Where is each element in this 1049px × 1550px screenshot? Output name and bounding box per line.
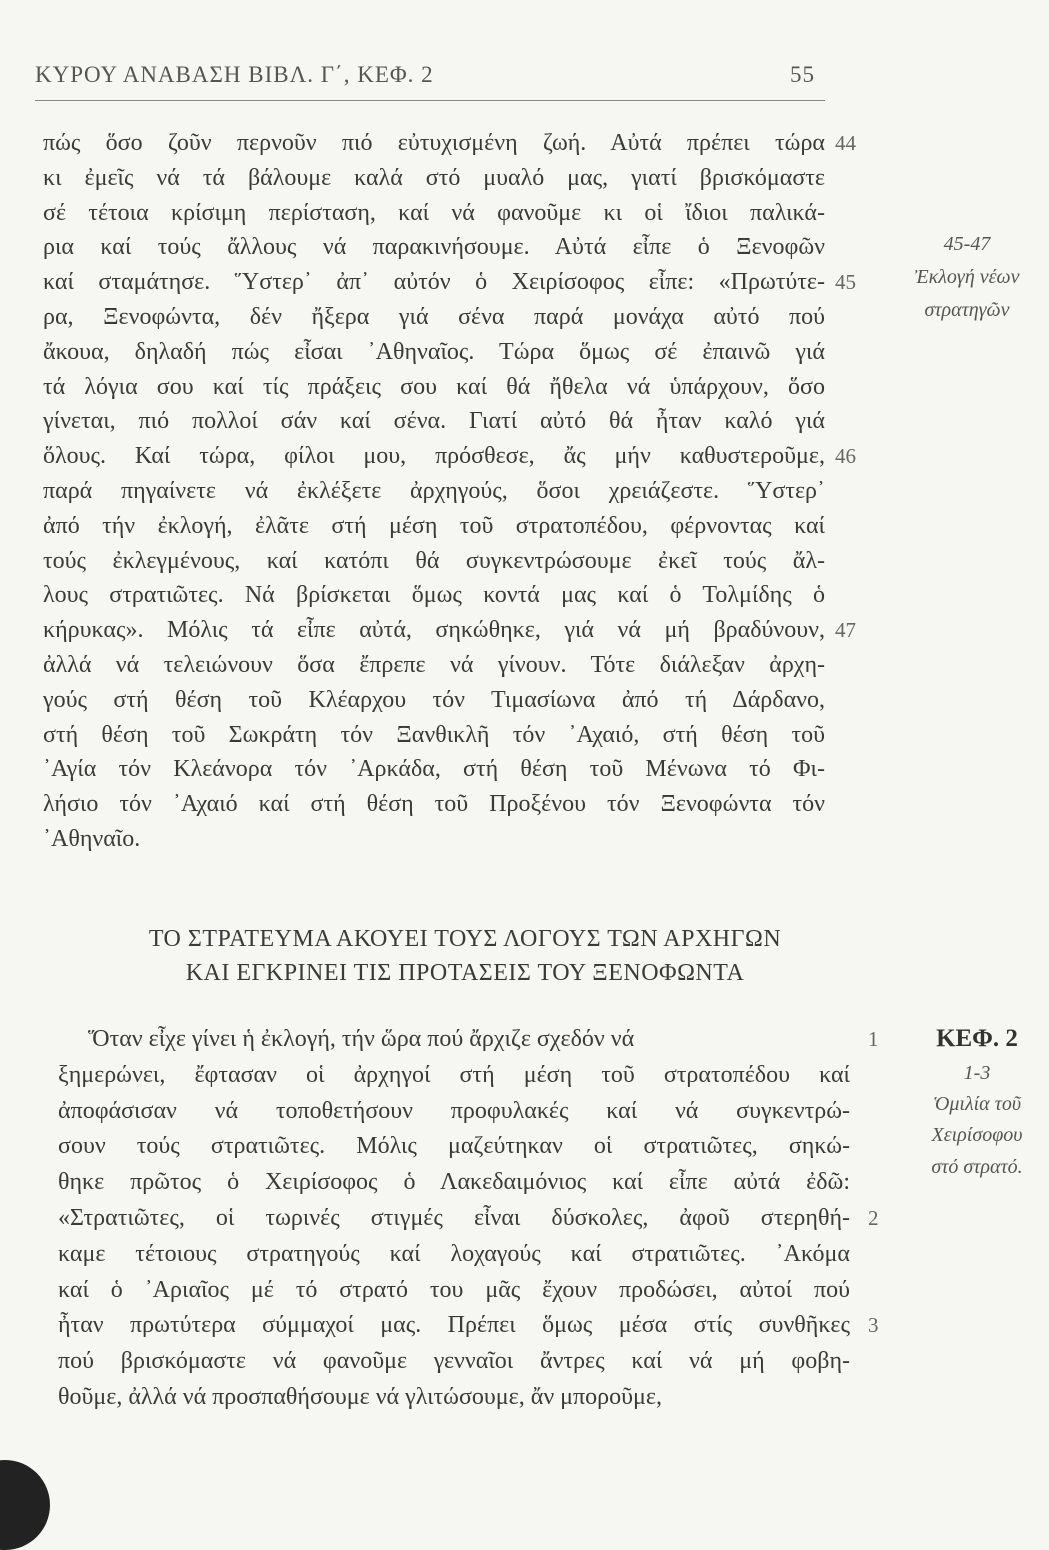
- verse-number: 3: [868, 1313, 879, 1338]
- margin-note-range: 45-47: [943, 233, 991, 255]
- page-number: 55: [790, 62, 815, 87]
- margin-note-title: Χειρίσοφου: [931, 1124, 1023, 1146]
- text-line: στή θέση τοῦ Σωκράτη τόν Ξανθικλῆ τόν ᾽Αχαιό, στή θέση τοῦ: [43, 721, 825, 748]
- text-line: ᾽Αγία τόν Κλεάνορα τόν ᾽Αρκάδα, στή θέση τοῦ Μένωνα τό Φι-: [43, 756, 825, 783]
- text-line: ρια καί τούς ἄλλους νά παρακινήσουμε. Αὐτά εἶπε ὁ Ξενοφῶν: [43, 234, 825, 261]
- margin-note-title: στό στρατό.: [931, 1156, 1023, 1178]
- text-line: ᾽Αθηναῖο.: [43, 826, 141, 852]
- verse-number: 46: [835, 444, 856, 469]
- verse-number: 1: [868, 1027, 879, 1051]
- text-line: Ὅταν εἶχε γίνει ἡ ἐκλογή, τήν ὥρα πού ἄρχιζε σχεδόν νά: [88, 1026, 635, 1052]
- text-line: τά λόγια σου καί τίς πράξεις σου καί θά ἤθελα νά ὑπάρχουν, ὅσο: [43, 373, 825, 400]
- text-line: καί ὁ ᾽Αριαῖος μέ τό στρατό του μᾶς ἔχουν προδώσει, αὐτοί πού: [58, 1276, 850, 1303]
- text-line: πώς ὅσο ζοῦν περνοῦν πιό εὐτυχισμένη ζωή. Αὐτά πρέπει τώρα: [43, 130, 825, 156]
- text-line: καμε τέτοιους στρατηγούς καί λοχαγούς καί στρατιῶτες. ᾽Ακόμα: [58, 1240, 850, 1267]
- text-line: λους στρατιῶτες. Νά βρίσκεται ὅμως κοντά μας καί ὁ Τολμίδης ὁ: [43, 582, 825, 609]
- margin-note-range: 1-3: [963, 1062, 991, 1084]
- text-line: θοῦμε, ἀλλά νά προσπαθήσουμε νά γλιτώσουμε, ἄν μποροῦμε,: [58, 1384, 662, 1410]
- text-line: τούς ἐκλεγμένους, καί κατόπι θά συγκεντρώσουμε ἐκεῖ τούς ἄλ-: [43, 547, 825, 574]
- text-line: σέ τέτοια κρίσιμη περίσταση, καί νά φανοῦμε κι οἱ ἴδιοι παλικά-: [43, 199, 825, 226]
- text-line: κήρυκας». Μόλις τά εἶπε αὐτά, σηκώθηκε, γιά νά μή βραδύνουν,: [43, 617, 825, 644]
- text-line: ἀλλά νά τελειώνουν ὅσα ἔπρεπε νά γίνουν. Τότε διάλεξαν ἀρχη-: [43, 652, 825, 678]
- scan-shadow: [0, 1460, 50, 1550]
- margin-note-title: Ὁμιλία τοῦ: [932, 1093, 1022, 1115]
- text-line: «Στρατιῶτες, οἱ τωρινές στιγμές εἶναι δύσκολες, ἀφοῦ στερηθή-: [58, 1205, 850, 1231]
- text-line: θηκε πρῶτος ὁ Χειρίσοφος ὁ Λακεδαιμόνιος καί εἶπε αὐτά ἐδῶ:: [58, 1169, 850, 1196]
- text-line: λήσιο τόν ᾽Αχαιό καί στή θέση τοῦ Προξένου τόν Ξενοφώντα τόν: [43, 791, 825, 818]
- text-line: ἦταν πρωτύτερα σύμμαχοί μας. Πρέπει ὅμως μέσα στίς συνθῆκες: [58, 1312, 850, 1339]
- text-line: ξημερώνει, ἔφτασαν οἱ ἀρχηγοί στή μέση τοῦ στρατοπέδου καί: [58, 1061, 850, 1088]
- verse-number: 45: [835, 270, 856, 295]
- margin-note-title: στρατηγῶν: [924, 299, 1010, 321]
- text-line: πού βρισκόμαστε νά φανοῦμε γενναῖοι ἄντρες καί νά μή φοβη-: [58, 1348, 850, 1375]
- text-line: γίνεται, πιό πολλοί σάν καί σένα. Γιατί αὐτό θά ἦταν καλό γιά: [43, 408, 825, 435]
- text-line: σουν τούς στρατιῶτες. Μόλις μαζεύτηκαν οἱ στρατιῶτες, σηκώ-: [58, 1133, 850, 1160]
- text-line: ὅλους. Καί τώρα, φίλοι μου, πρόσθεσε, ἄς μήν καθυστεροῦμε,: [43, 443, 825, 470]
- text-line: ἀποφάσισαν νά τοποθετήσουν προφυλακές καί νά συγκεντρώ-: [58, 1097, 850, 1124]
- verse-number: 44: [835, 131, 856, 155]
- text-line: ἀπό τήν ἐκλογή, ἐλᾶτε στή μέση τοῦ στρατοπέδου, φέρνοντας καί: [43, 512, 825, 539]
- running-title: ΚΥΡΟΥ ΑΝΑΒΑΣΗ ΒΙΒΛ. Γ΄, ΚΕΦ. 2: [35, 62, 434, 87]
- verse-number: 2: [868, 1206, 879, 1230]
- header-rule: [35, 100, 825, 101]
- text-line: κι ἐμεῖς νά τά βάλουμε καλά στό μυαλό μας, γιατί βρισκόμαστε: [43, 164, 825, 191]
- text-line: γούς στή θέση τοῦ Κλέαρχου τόν Τιμασίωνα ἀπό τή Δάρδανο,: [43, 686, 825, 713]
- section-heading-line-2: ΚΑΙ ΕΓΚΡΙΝΕΙ ΤΙΣ ΠΡΟΤΑΣΕΙΣ ΤΟΥ ΞΕΝΟΦΩΝΤΑ: [185, 960, 745, 986]
- text-line: καί σταμάτησε. Ὕστερ᾽ ἀπ᾽ αὐτόν ὁ Χειρίσοφος εἶπε: «Πρωτύτε-: [43, 269, 825, 296]
- chapter-label: ΚΕΦ. 2: [936, 1025, 1018, 1052]
- text-line: παρά πηγαίνετε νά ἐκλέξετε ἀρχηγούς, ὅσοι χρειάζεστε. Ὕστερ᾽: [43, 478, 825, 504]
- verse-number: 47: [835, 618, 856, 643]
- text-line: ρα, Ξενοφώντα, δέν ἤξερα γιά σένα παρά μονάχα αὐτό πού: [43, 304, 825, 330]
- section-heading-line-1: ΤΟ ΣΤΡΑΤΕΥΜΑ ΑΚΟΥΕΙ ΤΟΥΣ ΛΟΓΟΥΣ ΤΩΝ ΑΡΧΗΓΩΝ: [148, 926, 782, 952]
- text-line: ἄκουα, δηλαδή πώς εἶσαι ᾽Αθηναῖος. Τώρα ὅμως σέ ἐπαινῶ γιά: [43, 338, 825, 365]
- margin-note-title: Ἐκλογή νέων: [914, 266, 1020, 288]
